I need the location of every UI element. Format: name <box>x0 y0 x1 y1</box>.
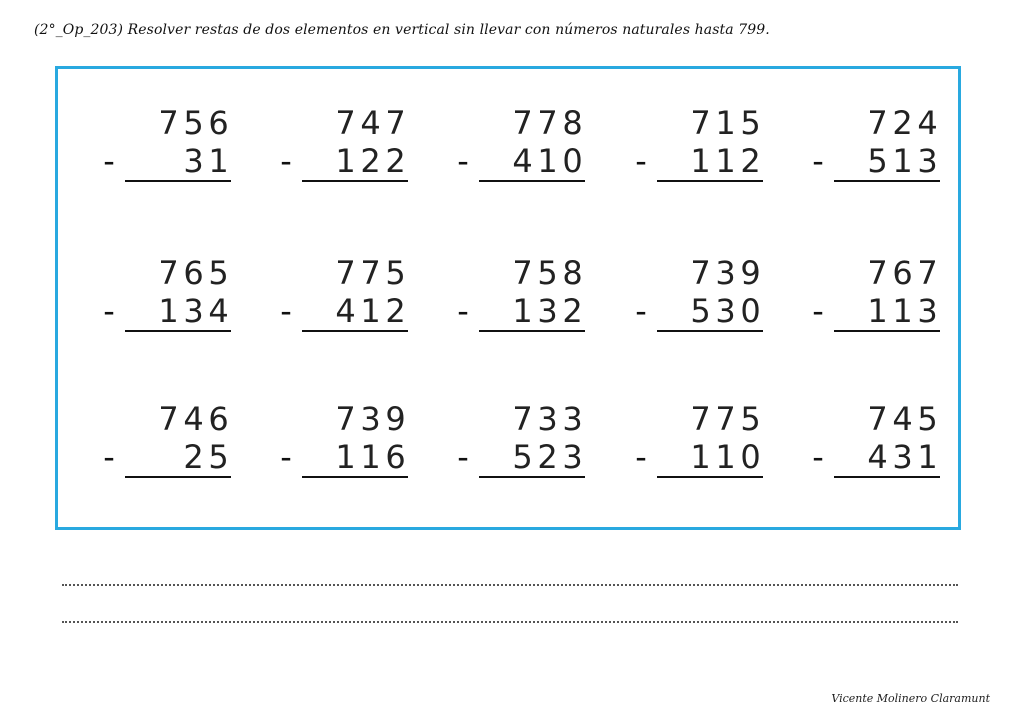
minuend-digit: 7 <box>867 254 888 292</box>
subtrahend <box>156 293 231 329</box>
minuend-digit: 7 <box>512 104 533 142</box>
minuend-digit: 5 <box>917 400 938 438</box>
subtrahend <box>333 293 408 329</box>
minuend-digit: 7 <box>158 104 179 142</box>
subtrahend-digit: 1 <box>892 142 913 180</box>
minuend <box>510 255 585 291</box>
subtrahend-digit: 3 <box>562 438 583 476</box>
minus-sign: - <box>812 292 824 330</box>
minus-sign: - <box>103 438 115 476</box>
minuend-digit: 6 <box>183 254 204 292</box>
subtraction-problem <box>101 105 231 195</box>
subtraction-problem <box>278 105 408 195</box>
result-line <box>302 476 408 478</box>
minuend-digit: 5 <box>385 254 406 292</box>
minuend-digit: 4 <box>917 104 938 142</box>
subtrahend <box>865 439 940 475</box>
exercise-frame <box>55 66 961 530</box>
subtrahend-digit <box>156 143 181 179</box>
subtraction-problem <box>455 401 585 491</box>
subtrahend-digit: 4 <box>512 142 533 180</box>
minuend <box>156 401 231 437</box>
minuend-digit: 6 <box>892 254 913 292</box>
result-line <box>479 180 585 182</box>
minuend-digit: 2 <box>892 104 913 142</box>
minus-sign: - <box>280 438 292 476</box>
minuend-digit: 7 <box>158 400 179 438</box>
subtrahend-digit: 1 <box>892 292 913 330</box>
subtraction-problem <box>455 255 585 345</box>
result-line <box>302 330 408 332</box>
subtrahend-digit: 3 <box>183 142 204 180</box>
subtraction-problem <box>278 255 408 345</box>
subtrahend <box>156 439 231 475</box>
subtrahend-digit: 1 <box>335 142 356 180</box>
subtrahend-digit: 4 <box>867 438 888 476</box>
minuend-digit: 9 <box>385 400 406 438</box>
minuend <box>865 401 940 437</box>
minus-sign: - <box>103 142 115 180</box>
minus-sign: - <box>457 438 469 476</box>
minuend <box>510 105 585 141</box>
subtrahend-digit: 4 <box>335 292 356 330</box>
subtrahend-digit: 0 <box>562 142 583 180</box>
minuend-digit: 4 <box>183 400 204 438</box>
minuend-digit: 3 <box>537 400 558 438</box>
minuend <box>688 401 763 437</box>
subtraction-problem <box>810 105 940 195</box>
author-signature: Vicente Molinero Claramunt <box>831 692 990 705</box>
minuend-digit: 8 <box>562 254 583 292</box>
subtrahend-digit: 1 <box>917 438 938 476</box>
minuend <box>156 255 231 291</box>
minuend <box>333 401 408 437</box>
subtrahend-digit: 1 <box>690 438 711 476</box>
minus-sign: - <box>103 292 115 330</box>
subtrahend-digit: 3 <box>892 438 913 476</box>
minuend-digit: 7 <box>867 104 888 142</box>
subtrahend-digit: 2 <box>385 292 406 330</box>
minuend-digit: 5 <box>208 254 229 292</box>
result-line <box>657 180 763 182</box>
subtrahend-digit: 0 <box>740 292 761 330</box>
subtraction-problem <box>101 255 231 345</box>
minuend-digit: 7 <box>360 254 381 292</box>
subtrahend-digit: 2 <box>360 142 381 180</box>
subtraction-problem <box>810 255 940 345</box>
result-line <box>125 330 231 332</box>
minuend <box>688 255 763 291</box>
result-line <box>479 330 585 332</box>
minuend-digit: 6 <box>208 104 229 142</box>
subtrahend-digit: 1 <box>158 292 179 330</box>
minuend-digit: 7 <box>537 104 558 142</box>
subtrahend-digit: 4 <box>208 292 229 330</box>
minuend-digit: 5 <box>740 104 761 142</box>
subtrahend <box>865 293 940 329</box>
subtraction-problem <box>633 105 763 195</box>
subtraction-problem <box>101 401 231 491</box>
minus-sign: - <box>635 438 647 476</box>
subtrahend-digit: 3 <box>917 292 938 330</box>
subtrahend-digit: 5 <box>512 438 533 476</box>
subtrahend-digit: 1 <box>360 438 381 476</box>
minuend-digit: 9 <box>740 254 761 292</box>
minuend-digit: 7 <box>512 254 533 292</box>
subtrahend-digit: 3 <box>917 142 938 180</box>
answer-line-2[interactable] <box>62 621 958 623</box>
subtrahend-digit: 6 <box>385 438 406 476</box>
subtrahend-digit: 1 <box>537 142 558 180</box>
result-line <box>834 330 940 332</box>
minuend-digit: 3 <box>360 400 381 438</box>
minus-sign: - <box>280 292 292 330</box>
result-line <box>125 476 231 478</box>
subtrahend-digit <box>156 439 181 475</box>
result-line <box>302 180 408 182</box>
subtrahend-digit: 5 <box>690 292 711 330</box>
worksheet-title: (2°_Op_203) Resolver restas de dos elementos en vertical sin llevar con números naturales hasta 799. <box>34 22 770 38</box>
subtrahend <box>510 143 585 179</box>
minus-sign: - <box>280 142 292 180</box>
subtrahend-digit: 1 <box>512 292 533 330</box>
subtrahend-digit: 1 <box>715 438 736 476</box>
subtrahend-digit: 1 <box>208 142 229 180</box>
minuend-digit: 7 <box>335 104 356 142</box>
subtrahend-digit: 5 <box>208 438 229 476</box>
subtrahend-digit: 2 <box>740 142 761 180</box>
minuend <box>688 105 763 141</box>
minuend <box>333 105 408 141</box>
minuend-digit: 3 <box>562 400 583 438</box>
minuend <box>865 255 940 291</box>
minus-sign: - <box>812 142 824 180</box>
subtrahend-digit: 5 <box>867 142 888 180</box>
subtraction-problem <box>455 105 585 195</box>
minuend-digit: 5 <box>537 254 558 292</box>
subtrahend-digit: 0 <box>740 438 761 476</box>
minus-sign: - <box>457 292 469 330</box>
subtrahend-digit: 2 <box>183 438 204 476</box>
minus-sign: - <box>812 438 824 476</box>
minuend-digit: 8 <box>562 104 583 142</box>
minus-sign: - <box>635 142 647 180</box>
subtrahend-digit: 2 <box>537 438 558 476</box>
minuend-digit: 1 <box>715 104 736 142</box>
minuend-digit: 5 <box>740 400 761 438</box>
minuend-digit: 7 <box>512 400 533 438</box>
subtrahend-digit: 1 <box>360 292 381 330</box>
subtrahend <box>333 439 408 475</box>
minuend-digit: 7 <box>335 400 356 438</box>
subtrahend-digit: 1 <box>715 142 736 180</box>
subtrahend <box>156 143 231 179</box>
minuend-digit: 7 <box>690 400 711 438</box>
subtrahend <box>688 143 763 179</box>
minuend <box>333 255 408 291</box>
subtrahend <box>688 439 763 475</box>
subtraction-problem <box>633 401 763 491</box>
minuend-digit: 7 <box>158 254 179 292</box>
subtrahend <box>865 143 940 179</box>
minuend-digit: 7 <box>917 254 938 292</box>
subtrahend-digit: 3 <box>537 292 558 330</box>
subtrahend-digit: 2 <box>562 292 583 330</box>
result-line <box>834 180 940 182</box>
minuend-digit: 7 <box>335 254 356 292</box>
subtrahend <box>333 143 408 179</box>
subtraction-problem <box>278 401 408 491</box>
subtrahend-digit: 1 <box>335 438 356 476</box>
result-line <box>834 476 940 478</box>
subtrahend-digit: 3 <box>715 292 736 330</box>
result-line <box>657 476 763 478</box>
subtraction-problem <box>633 255 763 345</box>
minuend-digit: 4 <box>360 104 381 142</box>
result-line <box>657 330 763 332</box>
minus-sign: - <box>635 292 647 330</box>
minuend-digit: 4 <box>892 400 913 438</box>
minuend-digit: 7 <box>690 104 711 142</box>
minuend-digit: 3 <box>715 254 736 292</box>
minuend <box>865 105 940 141</box>
subtrahend-digit: 2 <box>385 142 406 180</box>
subtrahend <box>510 293 585 329</box>
subtrahend-digit: 1 <box>690 142 711 180</box>
subtraction-problem <box>810 401 940 491</box>
answer-line-1[interactable] <box>62 584 958 586</box>
minuend-digit: 7 <box>715 400 736 438</box>
subtrahend-digit: 1 <box>867 292 888 330</box>
minus-sign: - <box>457 142 469 180</box>
minuend-digit: 7 <box>690 254 711 292</box>
minuend-digit: 7 <box>385 104 406 142</box>
subtrahend <box>688 293 763 329</box>
minuend <box>156 105 231 141</box>
minuend-digit: 5 <box>183 104 204 142</box>
subtrahend-digit: 3 <box>183 292 204 330</box>
minuend-digit: 7 <box>867 400 888 438</box>
minuend <box>510 401 585 437</box>
minuend-digit: 6 <box>208 400 229 438</box>
result-line <box>125 180 231 182</box>
result-line <box>479 476 585 478</box>
subtrahend <box>510 439 585 475</box>
